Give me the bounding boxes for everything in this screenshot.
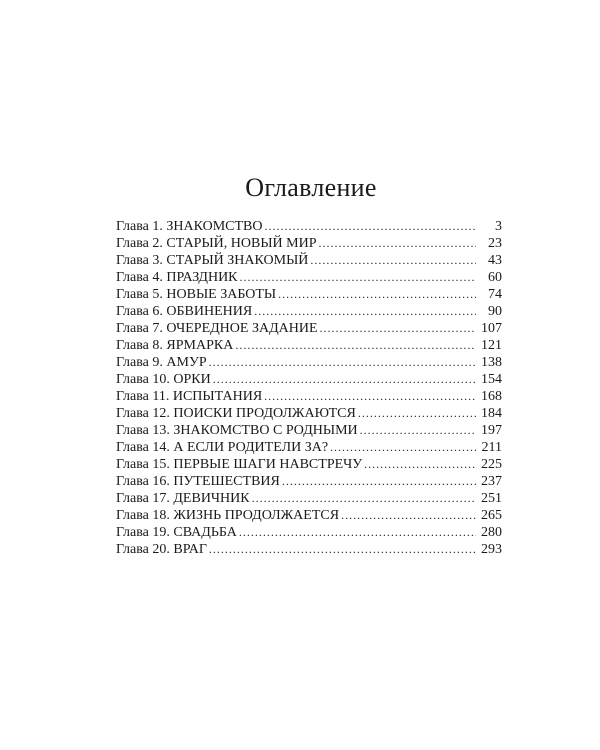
toc-entry-label: Глава 16. ПУТЕШЕСТВИЯ <box>116 474 280 489</box>
toc-entry[interactable] <box>116 218 502 235</box>
dot-leader <box>341 507 476 524</box>
toc-entry-page-number: 265 <box>481 508 502 523</box>
toc-entry-label: Глава 20. ВРАГ <box>116 542 207 557</box>
dot-leader <box>364 456 476 473</box>
toc-entry-page-number: 23 <box>488 236 502 251</box>
dot-leader <box>264 388 476 405</box>
toc-entry-label: Глава 9. АМУР <box>116 355 207 370</box>
toc-entry-page-number: 60 <box>488 270 502 285</box>
toc-entry-label: Глава 14. А ЕСЛИ РОДИТЕЛИ ЗА? <box>116 440 329 455</box>
toc-entry-page-number: 168 <box>481 389 502 404</box>
dot-leader <box>254 303 476 320</box>
dot-leader <box>310 252 476 269</box>
toc-entry[interactable] <box>116 473 502 490</box>
toc-entry[interactable] <box>116 422 502 439</box>
toc-entry-page-number: 90 <box>488 304 502 319</box>
toc-entry[interactable] <box>116 388 502 405</box>
toc-entry-label: Глава 19. СВАДЬБА <box>116 525 237 540</box>
toc-entry-label: Глава 17. ДЕВИЧНИК <box>116 491 250 506</box>
toc-entry-label: Глава 3. СТАРЫЙ ЗНАКОМЫЙ <box>116 253 309 268</box>
dot-leader <box>213 371 476 388</box>
toc-entry-label: Глава 6. ОБВИНЕНИЯ <box>116 304 253 319</box>
table-of-contents <box>116 218 502 558</box>
toc-entry-label: Глава 12. ПОИСКИ ПРОДОЛЖАЮТСЯ <box>116 406 356 421</box>
dot-leader <box>330 439 476 456</box>
toc-entry[interactable] <box>116 507 502 524</box>
toc-entry-page-number: 251 <box>481 491 502 506</box>
toc-entry[interactable] <box>116 456 502 473</box>
toc-entry[interactable] <box>116 286 502 303</box>
toc-entry-label: Глава 8. ЯРМАРКА <box>116 338 234 353</box>
toc-entry-page-number: 121 <box>481 338 502 353</box>
toc-entry-page-number: 43 <box>488 253 502 268</box>
toc-entry-page-number: 154 <box>481 372 502 387</box>
dot-leader <box>209 541 476 558</box>
toc-entry-label: Глава 5. НОВЫЕ ЗАБОТЫ <box>116 287 277 302</box>
toc-entry-label: Глава 10. ОРКИ <box>116 372 211 387</box>
dot-leader <box>240 269 476 286</box>
toc-entry-page-number: 293 <box>481 542 502 557</box>
toc-entry-page-number: 138 <box>481 355 502 370</box>
toc-entry[interactable] <box>116 490 502 507</box>
toc-entry[interactable] <box>116 252 502 269</box>
dot-leader <box>239 524 476 541</box>
toc-entry[interactable] <box>116 337 502 354</box>
page-title: Оглавление <box>245 173 377 203</box>
toc-entry[interactable] <box>116 320 502 337</box>
toc-entry-page-number: 237 <box>481 474 502 489</box>
toc-entry-label: Глава 15. ПЕРВЫЕ ШАГИ НАВСТРЕЧУ <box>116 457 363 472</box>
toc-entry-label: Глава 4. ПРАЗДНИК <box>116 270 238 285</box>
dot-leader <box>319 235 476 252</box>
toc-entry[interactable] <box>116 541 502 558</box>
toc-entry-label: Глава 18. ЖИЗНЬ ПРОДОЛЖАЕТСЯ <box>116 508 340 523</box>
toc-entry-label: Глава 13. ЗНАКОМСТВО С РОДНЫМИ <box>116 423 358 438</box>
toc-entry-page-number: 107 <box>481 321 502 336</box>
toc-entry-page-number: 3 <box>495 219 502 234</box>
dot-leader <box>360 422 476 439</box>
toc-entry[interactable] <box>116 235 502 252</box>
toc-entry[interactable] <box>116 371 502 388</box>
toc-entry[interactable] <box>116 439 502 456</box>
dot-leader <box>278 286 476 303</box>
toc-entry-label: Глава 2. СТАРЫЙ, НОВЫЙ МИР <box>116 236 317 251</box>
toc-entry[interactable] <box>116 405 502 422</box>
toc-entry-page-number: 184 <box>481 406 502 421</box>
dot-leader <box>209 354 476 371</box>
dot-leader <box>265 218 476 235</box>
dot-leader <box>282 473 476 490</box>
toc-entry[interactable] <box>116 524 502 541</box>
dot-leader <box>358 405 476 422</box>
toc-entry-label: Глава 11. ИСПЫТАНИЯ <box>116 389 263 404</box>
toc-entry[interactable] <box>116 354 502 371</box>
toc-entry-label: Глава 1. ЗНАКОМСТВО <box>116 219 263 234</box>
dot-leader <box>252 490 476 507</box>
toc-entry-page-number: 74 <box>488 287 502 302</box>
toc-entry[interactable] <box>116 269 502 286</box>
toc-entry-page-number: 280 <box>481 525 502 540</box>
toc-entry-page-number: 225 <box>481 457 502 472</box>
toc-entry-page-number: 211 <box>481 440 502 455</box>
toc-entry-label: Глава 7. ОЧЕРЕДНОЕ ЗАДАНИЕ <box>116 321 318 336</box>
dot-leader <box>235 337 476 354</box>
toc-entry[interactable] <box>116 303 502 320</box>
toc-entry-page-number: 197 <box>481 423 502 438</box>
dot-leader <box>320 320 476 337</box>
